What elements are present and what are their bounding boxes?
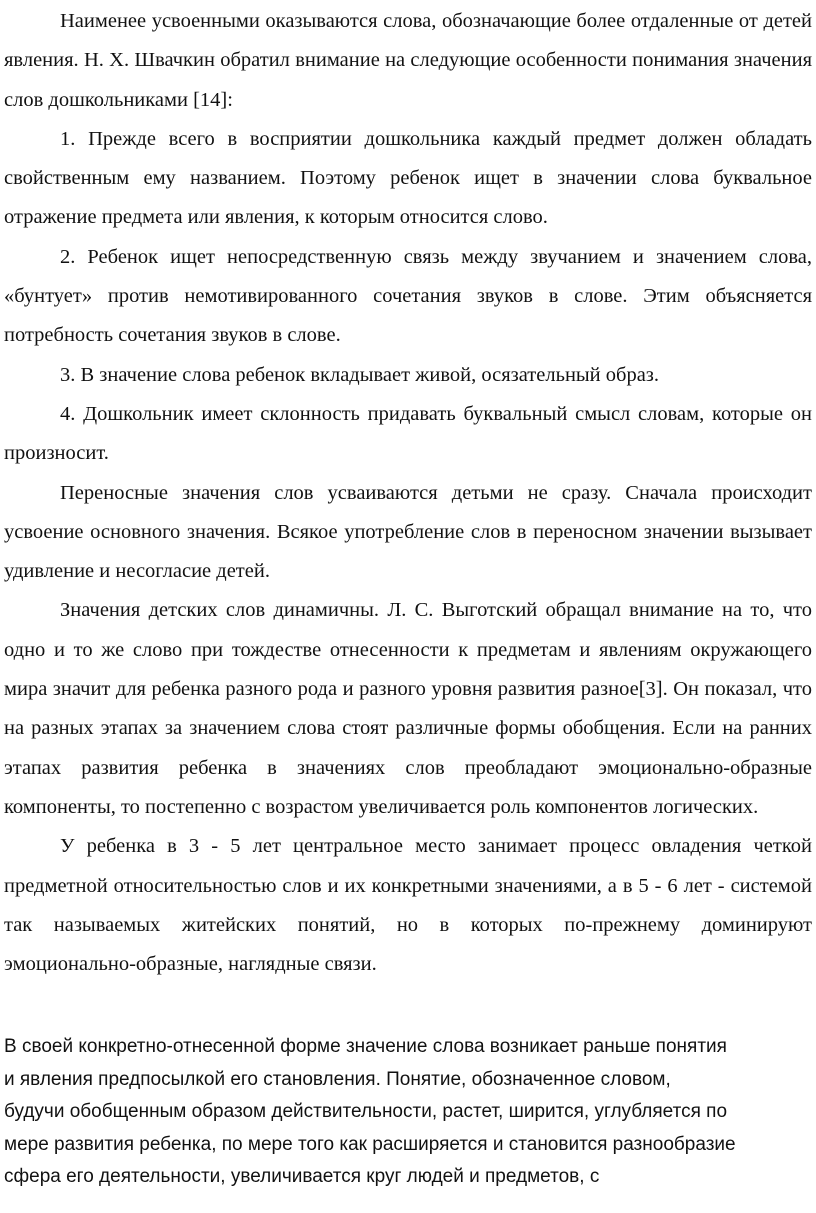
paragraph-figurative-meanings: Переносные значения слов усваиваются детьми не сразу. Сначала происходит усвоение основного значения. Всякое употребление слов в переносном значении вызывает удивление и несогласие детей. [4, 481, 812, 583]
continuation-line: сфера его деятельности, увеличивается круг людей и предметов, с [4, 1166, 600, 1187]
continuation-line: мере развития ребенка, по мере того как расширяется и становится разнообразие [4, 1133, 736, 1155]
paragraph-point-1: 1. Прежде всего в восприятии дошкольника каждый предмет должен обладать свойственным ему названием. Поэтому ребенок ищет в значении слова буквальное отражение предмета или явления, к которым относится слово. [4, 127, 812, 229]
continuation-line: будучи обобщенным образом действительности, растет, ширится, углубляется по [4, 1101, 728, 1122]
paragraph-intro: Наименее усвоенными оказываются слова, обозначающие более отдаленные от детей явления. Н. Х. Швачкин обратил внимание на следующие особенности понимания значения слов дошкольниками [14]: [4, 10, 812, 111]
paragraph-point-2: 2. Ребенок ищет непосредственную связь между звучанием и значением слова, «бунтует» против немотивированного сочетания звуков в слове. Этим объясняется потребность сочетания звуков в слове. [4, 245, 812, 347]
continuation-line: и явления предпосылкой его становления. Понятие, обозначенное словом, [4, 1068, 671, 1090]
paragraph-vygotsky: Значения детских слов динамичны. Л. С. Выготский обращал внимание на то, что одно и то же слово при тождестве отнесенности к предметам и явлениям окружающего мира значит для ребенка разного рода и разного уровня развития разное[3]. Он показал, что на разных этапах за значением слова стоят различные формы обобщения. Если на ранних этапах развития ребенка в значениях слов преобладают эмоционально-образные компоненты, то постепенно с возрастом увеличивается роль компонентов логических. [4, 599, 812, 818]
document-continuation [4, 1031, 812, 1194]
document-body [4, 2, 812, 984]
paragraph-age-stages: У ребенка в 3 - 5 лет центральное место занимает процесс овладения четкой предметной относительностью слов и их конкретными значениями, а в 5 - 6 лет - системой так называемых житейских понятий, но в которых по-прежнему доминируют эмоционально-образные, наглядные связи. [4, 835, 812, 976]
paragraph-point-3: 3. В значение слова ребенок вкладывает живой, осязательный образ. [60, 363, 660, 386]
continuation-line: В своей конкретно-отнесенной форме значение слова возникает раньше понятия [4, 1036, 727, 1057]
paragraph-point-4: 4. Дошкольник имеет склонность придавать буквальный смысл словам, которые он произносит. [4, 402, 812, 465]
